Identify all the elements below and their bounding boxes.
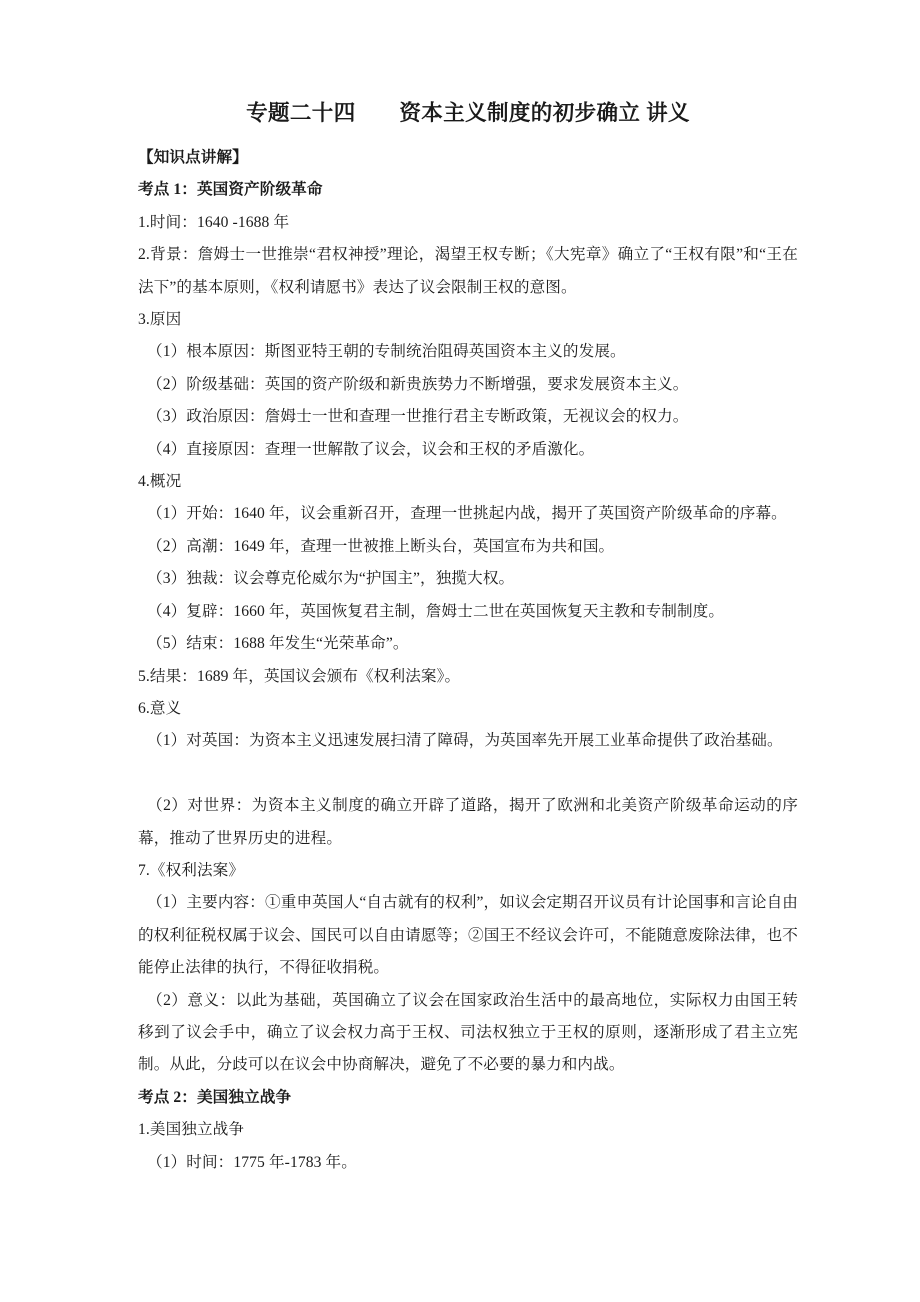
numbered-item: （4）直接原因：查理一世解散了议会，议会和王权的矛盾激化。 — [147, 440, 595, 458]
numbered-item: （1）主要内容：①重申英国人“自古就有的权利”，如议会定期召开议员有计论国事和言论自由的权利征税权属于议会、国民可以自由请愿等；②国王不经议会许可，不能随意废除法律，也不能停止法律的执行，不得征收捐税。 — [138, 894, 798, 977]
numbered-item: （2）意义：以此为基础，英国确立了议会在国家政治生活中的最高地位，实际权力由国王转移到了议会手中，确立了议会权力高于王权、司法权独立于王权的原则，逐渐形成了君主立宪制。从此，分歧可以在议会中协商解决，避免了不必要的暴力和内战。 — [138, 991, 798, 1074]
document-body — [138, 96, 798, 1179]
section-header-knowledge-points: 【知识点讲解】 — [138, 149, 248, 166]
numbered-item: （2）对世界：为资本主义制度的确立开辟了道路，揭开了欧洲和北美资产阶级革命运动的序幕，推动了世界历史的进程。 — [138, 797, 798, 847]
numbered-item: （1）时间：1775 年-1783 年。 — [147, 1153, 357, 1171]
numbered-item: （5）结束：1688 年发生“光荣革命”。 — [147, 635, 409, 653]
text-line: 5.结果：1689 年，英国议会颁布《权利法案》。 — [138, 667, 461, 685]
text-line: 6.意义 — [138, 699, 182, 717]
text-line: 7.《权利法案》 — [138, 861, 245, 879]
exam-point-heading: 考点 1：英国资产阶级革命 — [138, 181, 323, 199]
text-line: 1.时间：1640 -1688 年 — [138, 213, 290, 231]
text-line: 1.美国独立战争 — [138, 1121, 245, 1139]
blank-line — [138, 758, 798, 790]
exam-point-heading: 考点 2：美国独立战争 — [138, 1088, 292, 1106]
numbered-item: （1）根本原因：斯图亚特王朝的专制统治阻碍英国资本主义的发展。 — [147, 343, 626, 361]
text-paragraph: 2.背景：詹姆士一世推崇“君权神授”理论，渴望王权专断；《大宪章》确立了“王权有限”和“王在法下”的基本原则，《权利请愿书》表达了议会限制王权的意图。 — [138, 246, 798, 296]
text-line: 3.原因 — [138, 311, 182, 329]
page-title: 专题二十四 资本主义制度的初步确立 讲义 — [246, 101, 690, 125]
numbered-item: （3）独裁：议会尊克伦威尔为“护国主”，独揽大权。 — [147, 570, 515, 588]
numbered-item: （2）阶级基础：英国的资产阶级和新贵族势力不断增强，要求发展资本主义。 — [147, 375, 689, 393]
numbered-item: （1）对英国：为资本主义迅速发展扫清了障碍，为英国率先开展工业革命提供了政治基础。 — [147, 732, 783, 750]
numbered-item: （4）复辟：1660 年，英国恢复君主制，詹姆士二世在英国恢复天主教和专制制度。 — [147, 602, 725, 620]
content-block-list — [138, 174, 798, 1179]
numbered-item: （3）政治原因：詹姆士一世和查理一世推行君主专断政策，无视议会的权力。 — [147, 408, 689, 426]
numbered-item: （1）开始：1640 年，议会重新召开，查理一世挑起内战，揭开了英国资产阶级革命的序幕。 — [147, 505, 787, 523]
numbered-item: （2）高潮：1649 年，查理一世被推上断头台，英国宣布为共和国。 — [147, 537, 615, 555]
text-line: 4.概况 — [138, 473, 182, 491]
